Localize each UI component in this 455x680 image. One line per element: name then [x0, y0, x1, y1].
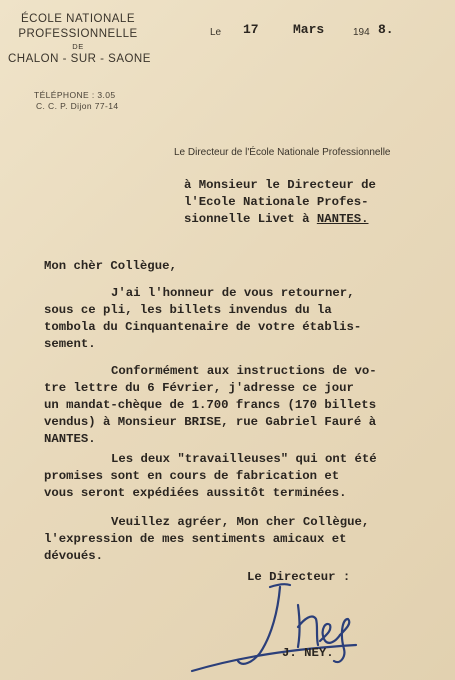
letterhead [8, 12, 151, 67]
letterhead-line-4: CHALON - SUR - SAONE [8, 53, 151, 65]
p2-line-1: Conformément aux instructions de vo- [111, 364, 377, 378]
p1-line-2: sous ce pli, les billets invendus du la [44, 303, 332, 317]
p4-line-3: dévoués. [44, 549, 104, 563]
p2-line-4: vendus) à Monsieur BRISE, rue Gabriel Fauré à [44, 415, 377, 429]
signatory-name: J. NEY. [282, 646, 334, 660]
sender-header: Le Directeur de l'École Nationale Professionnelle [174, 147, 391, 158]
p4-line-2: l'expression de mes sentiments amicaux et [44, 532, 347, 546]
date-day: 17 [243, 22, 259, 37]
p4-line-1: Veuillez agréer, Mon cher Collègue, [111, 515, 370, 529]
date-year-printed: 194 [353, 27, 370, 38]
p3-line-3: vous seront expédiées aussitôt terminées. [44, 486, 347, 500]
p2-line-3: un mandat-chèque de 1.700 francs (170 billets [44, 398, 377, 412]
recipient-city: NANTES. [316, 212, 369, 226]
recipient-line-3 [184, 212, 369, 226]
p1-line-3: tombola du Cinquantenaire de votre établis- [44, 320, 362, 334]
letterhead-contact [34, 90, 119, 112]
letterhead-line-2: PROFESSIONNELLE [18, 28, 138, 40]
letterhead-line-3: DE [72, 42, 84, 51]
phone-number: TÉLÉPHONE : 3.05 [34, 90, 116, 100]
postal-account: C. C. P. Dijon 77-14 [36, 101, 119, 111]
recipient-line-3-text: sionnelle Livet à [184, 212, 310, 226]
p3-line-2: promises sont en cours de fabrication et [44, 469, 340, 483]
date-prefix: Le [210, 27, 222, 38]
salutation: Mon chèr Collègue, [44, 259, 177, 273]
recipient-line-2: l'Ecole Nationale Profes- [184, 195, 369, 209]
p2-line-5: NANTES. [44, 432, 96, 446]
p2-line-2: tre lettre du 6 Février, j'adresse ce jour [44, 381, 354, 395]
letterhead-line-1: ÉCOLE NATIONALE [20, 13, 135, 25]
recipient-line-1: à Monsieur le Directeur de [184, 178, 376, 192]
date-month: Mars [293, 22, 325, 37]
p1-line-1: J'ai l'honneur de vous retourner, [111, 286, 355, 300]
handwritten-signature [180, 575, 360, 675]
closing-title: Le Directeur : [247, 570, 351, 584]
p3-line-1: Les deux "travailleuses" qui ont été [111, 452, 377, 466]
date-year-typed: 8. [378, 22, 394, 37]
p1-line-4: sement. [44, 337, 96, 351]
